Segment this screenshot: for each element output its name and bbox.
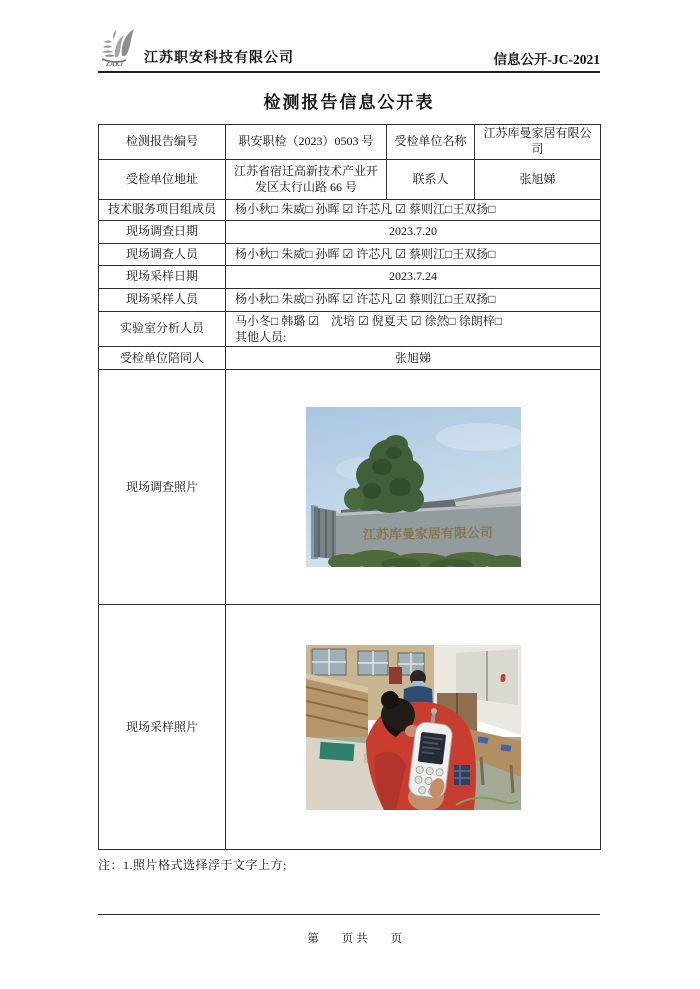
sampling-staff-checkboxes: 杨小秋□ 朱威□ 孙晖 ☑ 许芯凡 ☑ 蔡则江□王双扬□	[226, 289, 601, 312]
report-no-value: 职安职检（2023）0503 号	[226, 125, 387, 160]
unit-name-value: 江苏库曼家居有限公司	[475, 125, 601, 160]
page-title: 检测报告信息公开表	[263, 93, 435, 112]
survey-date-label: 现场调查日期	[99, 221, 226, 244]
survey-photo-sign-text: 江苏库曼家居有限公司	[362, 525, 493, 543]
escort-value: 张旭娣	[226, 347, 601, 370]
table-row-report-no	[99, 125, 601, 160]
company-logo-icon	[98, 26, 142, 68]
logo-text: ZAKJ	[106, 60, 124, 68]
unit-name-label: 受检单位名称	[387, 125, 475, 160]
company-name: 江苏职安科技有限公司	[144, 51, 294, 66]
escort-label: 受检单位陪同人	[99, 347, 226, 370]
contact-label: 联系人	[387, 160, 475, 200]
sampling-photo-label: 现场采样照片	[99, 605, 226, 850]
survey-photo-label: 现场调查照片	[99, 370, 226, 605]
footnote: 注：1.照片格式选择浮于文字上方;	[98, 858, 287, 873]
unit-address-value: 江苏省宿迁高新技术产业开发区太行山路 66 号	[226, 160, 387, 200]
sampling-staff-label: 现场采样人员	[99, 289, 226, 312]
project-team-label: 技术服务项目组成员	[99, 200, 226, 221]
survey-staff-label: 现场调查人员	[99, 244, 226, 266]
unit-address-label: 受检单位地址	[99, 160, 226, 200]
table-row-sampling-photo	[99, 605, 601, 850]
sampling-photo-cell	[226, 605, 601, 850]
table-row-address	[99, 160, 601, 200]
table-row-survey-photo	[99, 370, 601, 605]
page-footer	[98, 914, 600, 958]
sampling-photo	[306, 645, 521, 810]
table-row-project-team	[99, 200, 601, 221]
document-code: 信息公开-JC-2021	[493, 51, 600, 67]
table-row-escort	[99, 347, 601, 370]
lab-staff-line2: 其他人员:	[235, 330, 287, 345]
table-row-sampling-staff	[99, 289, 601, 312]
lab-staff-checkboxes	[226, 312, 601, 347]
report-no-label: 检测报告编号	[99, 125, 226, 160]
contact-value: 张旭娣	[475, 160, 601, 200]
survey-date-value: 2023.7.20	[226, 221, 601, 244]
lab-staff-label: 实验室分析人员	[99, 312, 226, 347]
table-row-survey-date	[99, 221, 601, 244]
sampling-date-label: 现场采样日期	[99, 266, 226, 289]
table-row-sampling-date	[99, 266, 601, 289]
project-team-checkboxes: 杨小秋□ 朱威□ 孙晖 ☑ 许芯凡 ☑ 蔡则江□王双扬□	[226, 200, 601, 221]
survey-photo	[306, 407, 521, 567]
lab-staff-line1: 马小冬□ 韩璐 ☑ 沈培 ☑ 倪夏天 ☑ 徐然□ 徐朗梓□	[235, 314, 503, 328]
page-header	[98, 0, 600, 73]
table-row-survey-staff	[99, 244, 601, 266]
page-number-text: 第 页 共 页	[307, 933, 403, 945]
survey-staff-checkboxes: 杨小秋□ 朱威□ 孙晖 ☑ 许芯凡 ☑ 蔡则江□王双扬□	[226, 244, 601, 266]
table-row-lab-staff	[99, 312, 601, 347]
sampling-date-value: 2023.7.24	[226, 266, 601, 289]
disclosure-table	[98, 124, 601, 850]
survey-photo-cell	[226, 370, 601, 605]
